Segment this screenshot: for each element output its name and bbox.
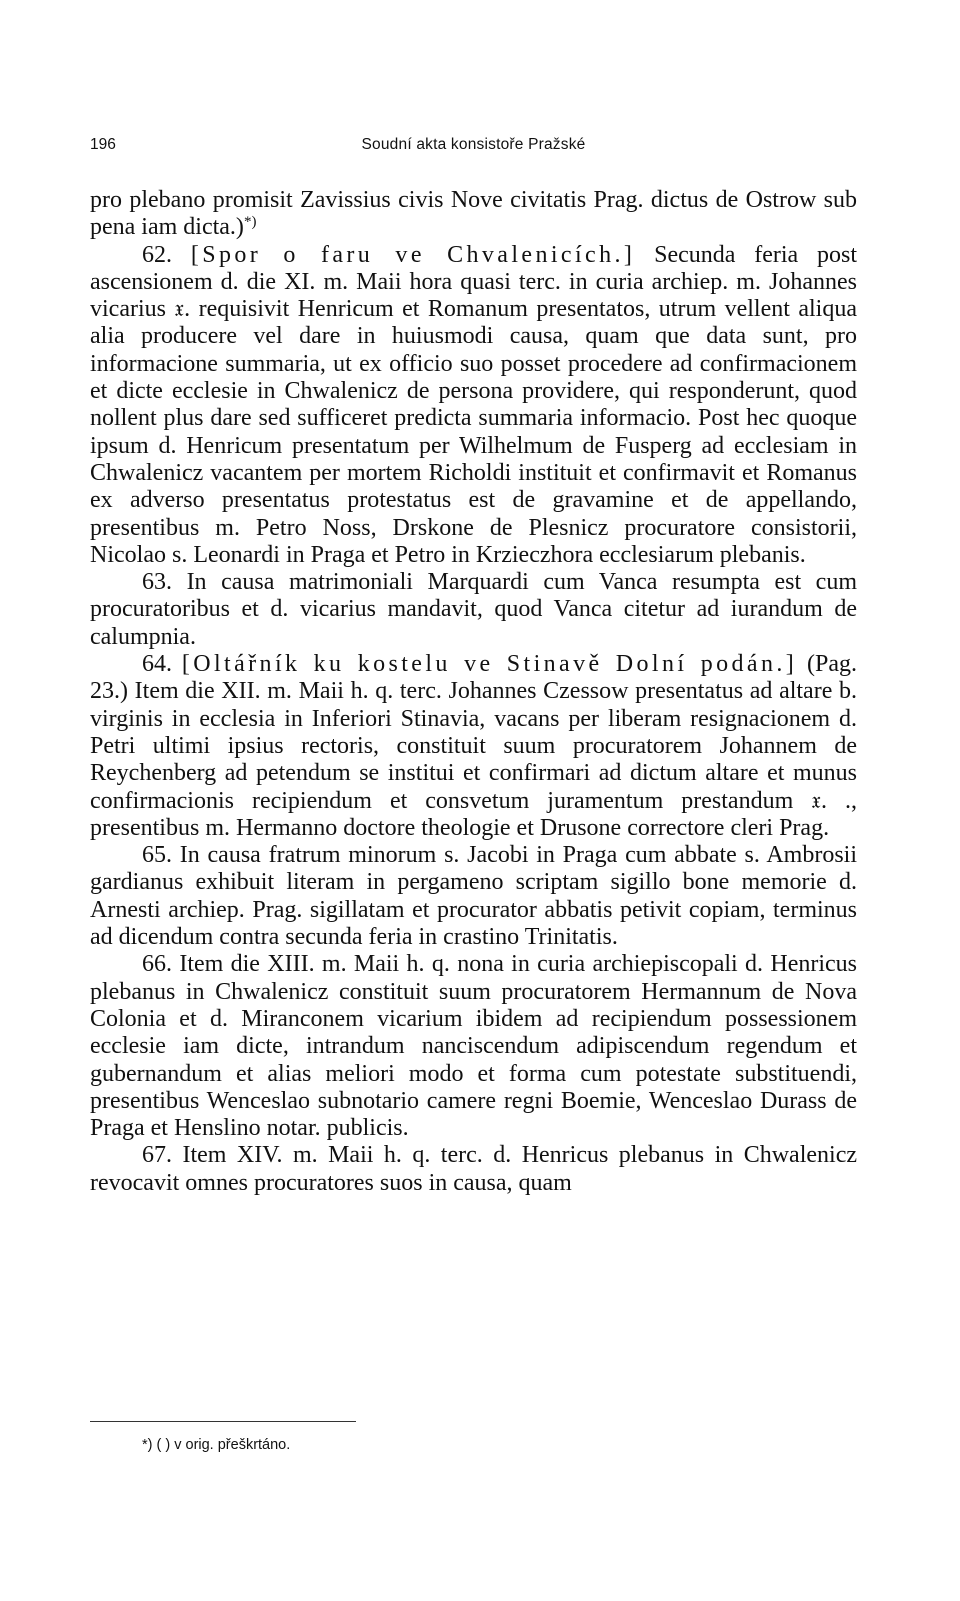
entry-number: 65.: [142, 842, 172, 869]
page-reference: (Pag. 23.): [90, 651, 857, 705]
entry-62: [90, 242, 857, 570]
entry-66: [90, 951, 857, 1142]
entry-text: Secunda feria post ascensionem d. die XI. m. Maii hora quasi terc. in curia archiep. m. Johannes vicarius 𝔵. requisivit Henricum et Romanum presentatos, utrum vellent aliqua alia producere vel dare in huiusmodi causa, quam que data sunt, pro informacione summaria, ut ex officio suo posset procedere ad confirmacionem et dicte ecclesie in Chwalenicz de persona providere, qui responderunt, quod nollent plus dare sed sufficeret predicta summaria informacio. Post hec quoque ipsum d. Henricum presentatum per Wilhelmum de Fusperg ad ecclesiam in Chwalenicz vacantem per mortem Richoldi instituit et confirmavit et Romanus ex adverso presentatus protestatus est de gravamine et de appellando, presentibus m. Petro Noss, Drskone de Plesnicz procuratore consistorii, Nicolao s. Leonardi in Praga et Petro in Krzieczhora ecclesiarum plebanis.: [90, 241, 857, 568]
entry-text: Item die XIII. m. Maii h. q. nona in curia archiepiscopali d. Henricus plebanus in Chwalenicz constituit suum procuratorem Hermannum de Nova Colonia et d. Miranconem vicarium ibidem ad recipiendum possessionem ecclesie iam dicte, intrandum nanciscendum adipiscendum regendum et gubernandum et alias meliori modo et forma cum potestate substituendi, presentibus Wenceslao subnotario camere regni Boemie, Wenceslao Durass de Praga et Henslino notar. publicis.: [90, 951, 858, 1142]
entry-number: 63.: [142, 569, 172, 596]
entry-number: 62.: [142, 241, 172, 268]
entry-text: Item XIV. m. Maii h. q. terc. d. Henricus plebanus in Chwalenicz revocavit omnes procuratores suos in causa, quam: [90, 1142, 858, 1196]
continuation-text: pro plebano promisit Zavissius civis Nove civitatis Prag. dictus de Ostrow sub pena iam dicta.): [90, 187, 857, 241]
footnote-text: ( ) v orig. přeškrtáno.: [156, 1437, 291, 1453]
footnote-divider: [90, 1421, 356, 1422]
entry-heading: [Spor o faru ve Chvalenicích.]: [190, 241, 636, 268]
entry-67: [90, 1142, 857, 1197]
page-number: 196: [90, 136, 116, 153]
entry-64: [90, 651, 857, 842]
entry-number: 64.: [142, 651, 172, 678]
body-text: [90, 187, 857, 1197]
running-head: [90, 134, 857, 156]
entry-text: Item die XII. m. Maii h. q. terc. Johannes Czessow presentatus ad altare b. virginis in ecclesia in Inferiori Stinavia, vacans per liberam resignacionem d. Petri ultimi ipsius rectoris, constituit suum procuratorem Johannem de Reychenberg ad petendum se institui et confirmari ad dictum altare et munus confirmacionis recipiendum et consvetum juramentum prestandum 𝔵. ., presentibus m. Hermanno doctore theologie et Drusone correctore cleri Prag.: [90, 678, 858, 841]
footnote-reference: *): [243, 214, 257, 231]
continuation-paragraph: [90, 187, 857, 242]
footnote-mark: *): [142, 1437, 153, 1453]
entry-text: In causa matrimoniali Marquardi cum Vanca resumpta est cum procuratoribus et d. vicarius mandavit, quod Vanca citetur ad iurandum de calumpnia.: [90, 569, 858, 650]
entry-heading: [Oltářník ku kostelu ve Stinavě Dolní podán.]: [181, 651, 798, 678]
entry-65: [90, 842, 857, 951]
entry-text: In causa fratrum minorum s. Jacobi in Praga cum abbate s. Ambrosii gardianus exhibuit literam in pergameno scriptam sigillo bone memorie d. Arnesti archiep. Prag. sigillatam et procurator abbatis petivit copiam, terminus ad dicendum contra secunda feria in crastino Trinitatis.: [90, 842, 858, 951]
entry-number: 66.: [142, 951, 172, 978]
entry-number: 67.: [142, 1142, 172, 1169]
footnote: [142, 1436, 290, 1454]
entry-63: [90, 569, 857, 651]
running-title: Soudní akta konsistoře Pražské: [361, 136, 586, 153]
